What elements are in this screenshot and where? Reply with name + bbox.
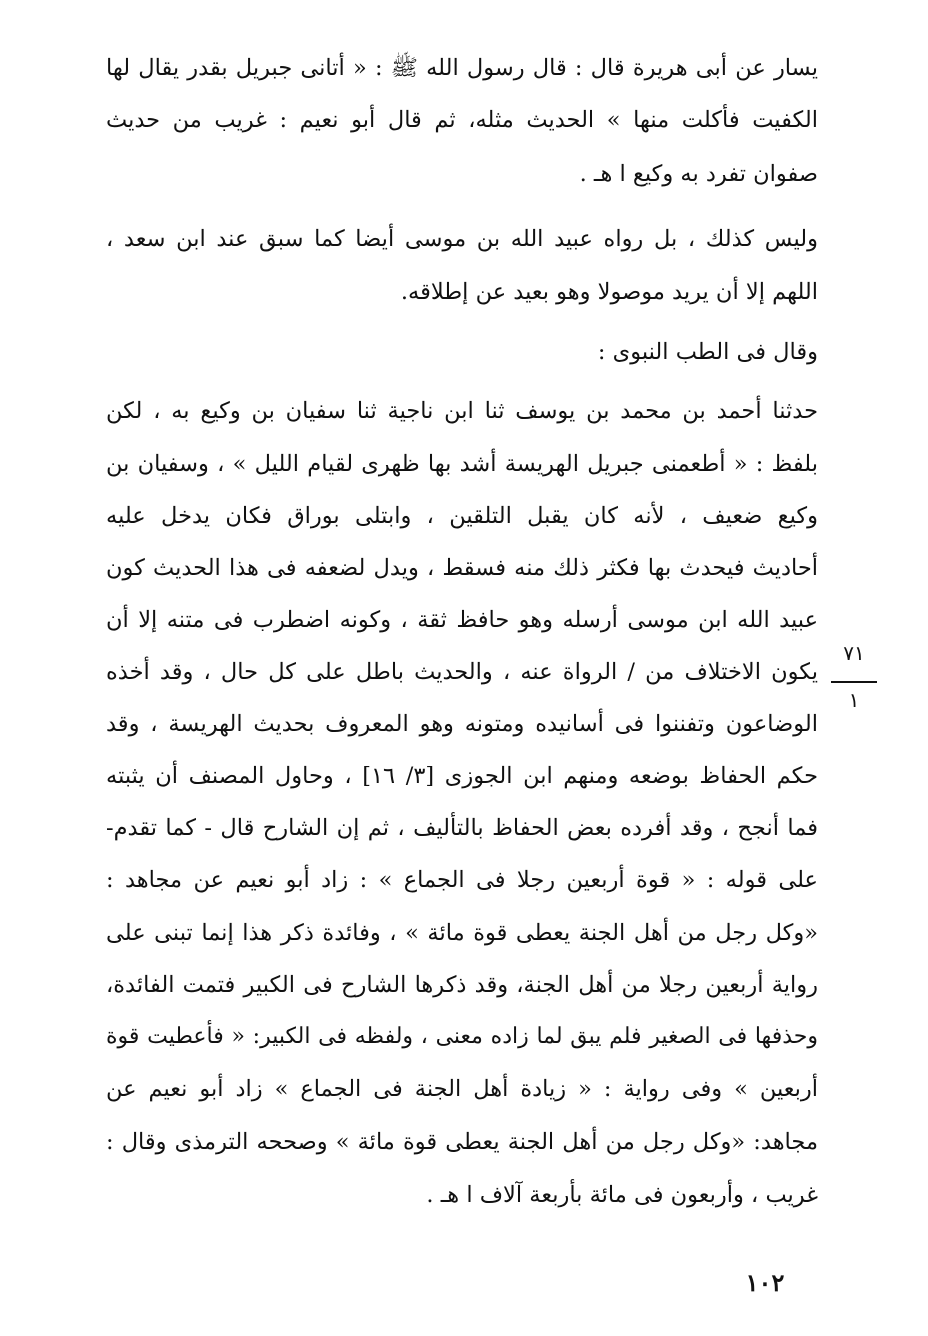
text-line: يكون الاختلاف من / الرواة عنه ، والحديث باطل على كل حال ، وقد أخذه bbox=[106, 659, 818, 685]
text-line: بلفظ : « أطعمنى جبريل الهريسة أشد بها ظهرى لقيام الليل » ، وسفيان بن bbox=[106, 451, 818, 477]
margin-volume-number: ٧١ bbox=[843, 641, 865, 665]
text-line: «وكل رجل من أهل الجنة يعطى قوة مائة » ، وفائدة ذكر هذا إنما تبنى على bbox=[106, 920, 818, 946]
text-line: أربعين » وفى رواية : « زيادة أهل الجنة فى الجماع » زاد أبو نعيم عن bbox=[106, 1076, 818, 1102]
text-line: أحاديث فيحدث بها فكثر ذلك منه فسقط ، ويدل لضعفه فى هذا الحديث كون bbox=[106, 555, 818, 581]
text-line: اللهم إلا أن يريد موصولا وهو بعيد عن إطلاقه. bbox=[400, 279, 818, 305]
text-line: فما أنجح ، وقد أفرده بعض الحفاظ بالتأليف ، ثم إن الشارح قال - كما تقدم- bbox=[106, 815, 818, 841]
text-line: وليس كذلك ، بل رواه عبيد الله بن موسى أيضا كما سبق عند ابن سعد ، bbox=[106, 226, 818, 252]
text-line: رواية أربعين رجلا من أهل الجنة، وقد ذكرها الشارح فى الكبير فتمت الفائدة، bbox=[106, 972, 818, 998]
text-line: على قوله : « قوة أربعين رجلا فى الجماع » : زاد أبو نعيم عن مجاهد : bbox=[106, 867, 818, 893]
text-line: غريب ، وأربعون فى مائة بأربعة آلاف ا هـ . bbox=[426, 1182, 818, 1208]
section-heading: وقال فى الطب النبوى : bbox=[597, 339, 818, 365]
text-line: يسار عن أبى هريرة قال : قال رسول الله ﷺ : « أتانى جبريل بقدر يقال لها bbox=[106, 55, 818, 81]
text-line: مجاهد: «وكل رجل من أهل الجنة يعطى قوة مائة » وصححه الترمذى وقال : bbox=[106, 1129, 818, 1155]
text-line: وحذفها فى الصغير فلم يبق لما زاده معنى ، ولفظه فى الكبير: « فأعطيت قوة bbox=[106, 1024, 818, 1049]
text-line: الكفيت فأكلت منها » الحديث مثله، ثم قال أبو نعيم : غريب من حديث bbox=[106, 107, 818, 133]
margin-page-number: ١ bbox=[848, 688, 860, 712]
text-line: صفوان تفرد به وكيع ا هـ . bbox=[579, 161, 818, 187]
text-line: حدثنا أحمد بن محمد بن يوسف ثنا ابن ناجية ثنا سفيان بن وكيع به ، لكن bbox=[106, 398, 818, 424]
page-number: ١٠٢ bbox=[745, 1268, 785, 1297]
margin-divider bbox=[831, 681, 877, 683]
text-line: حكم الحفاظ بوضعه ومنهم ابن الجوزى [٣/ ١٦] ، وحاول المصنف أن يثبته bbox=[106, 763, 818, 789]
text-line: عبيد الله ابن موسى أرسله وهو حافظ ثقة ، وكونه اضطرب فى متنه إلا أن bbox=[106, 607, 818, 633]
text-line: وكيع ضعيف ، لأنه كان يقبل التلقين ، وابتلى بوراق فكان يدخل عليه bbox=[106, 503, 818, 529]
text-line: الوضاعون وتفننوا فى أسانيده ومتونه وهو المعروف بحديث الهريسة ، وقد bbox=[106, 711, 818, 737]
